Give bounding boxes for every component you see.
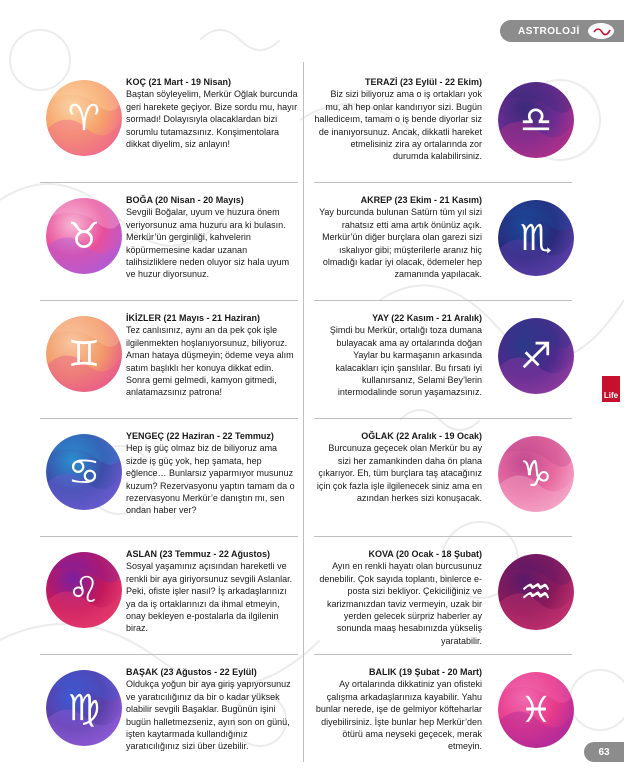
sign-body: Hep iş güç olmaz biz de biliyoruz ama sizde iş güç yok, hep şamata, hep eğlence… Bunlarsız yaparmıyor musunuz kuzum? Rezervasyonu yaptın tamam da o rezervasyonu Merkür’e danıştın mı, sen ondan haber ver? — [126, 443, 295, 516]
sign-title: TERAZİ (23 Eylül - 22 Ekim) — [364, 77, 482, 87]
sign-body: Baştan söyleyelim, Merkür Oğlak burcunda geri harekete geçiyor. Bize sordu mu, hayır sormadı! Dolayısıyla olacaklardan bizi sorumlu tutamazsınız. Konşimentolara dikkat diyelim, siz anlayın! — [126, 89, 298, 150]
sign-card-taurus — [0, 188, 300, 300]
sign-title: KOVA (20 Ocak - 18 Şubat) — [368, 549, 482, 559]
virgo-icon — [46, 670, 122, 746]
sign-text — [314, 194, 482, 281]
page-number: 63 — [584, 742, 624, 762]
gemini-icon — [46, 316, 122, 392]
center-divider — [303, 62, 304, 762]
row-divider — [314, 418, 572, 419]
svg-text:♉: ♉ — [67, 216, 101, 257]
capricorn-icon — [498, 436, 574, 512]
sign-text — [314, 666, 482, 753]
life-logo: Life — [602, 376, 620, 402]
sign-card-scorpio — [314, 188, 614, 300]
sign-body: Oldukça yoğun bir aya giriş yapıyorsunuz ve yaratıcılığınız da bir o kadar yüksek olabilir sevgili Başaklar. Bugünün işini bugün halletmezseniz, ayın son on günü, işten kaytarmada kullandığınız yaratıcılığınız sizi über üzebilir. — [126, 679, 291, 752]
sign-body: Tez canlısınız, aynı an da pek çok işle ilgilenmekten hoşlanıyorsunuz, biliyoruz. Aman hataya düşmeyin; ödeme veya alım satım başlıklı her konuya dikkat edin. Sonra gemi gelmedi, kamyon gitmedi, anlatamazsınız patrona! — [126, 325, 294, 398]
sign-card-aries — [0, 70, 300, 182]
leo-icon — [46, 552, 122, 628]
sign-body: Sevgili Boğalar, uyum ve huzura önem veriyorsunuz ama huzuru ara ki bulasın. Merkür’ün gerginliği, kahvelerin köpürmemesine kadar uzanan talihsizliklere neden oluyor siz hala uyum ve huzur diyorsunuz. — [126, 207, 290, 280]
sign-title: YENGEÇ (22 Haziran - 22 Temmuz) — [126, 431, 274, 441]
sign-body: Yay burcunda bulunan Satürn tüm yıl sizi rahatsız etti ama artık önünüz açık. Merkür’ün diğer burçlara olan garezi sizi ıskalıyor gibi; müşterilerle aranız hiç olmadığı kadar iyi olacak, ödemeler hep zamanında yapılacak. — [319, 207, 482, 280]
section-title: ASTROLOJİ — [518, 25, 580, 37]
row-divider — [40, 654, 298, 655]
sign-body: Biz sizi biliyoruz ama o iş ortakları yok mu, ah hep onlar kandırıyor sizi. Bugün hallediceım, tamam o iş bende diyorlar siz de inanıyorsunuz. Ancak, dikkatli hareket etmelisiniz zira ay ortalarında zor durumda kalabilirsiniz. — [314, 89, 482, 162]
sign-text — [314, 548, 482, 647]
row-divider — [40, 182, 298, 183]
sign-body: Ay ortalarında dikkatiniz yan ofisteki çalışma arkadaşlarınıza kayabilir. Yahu bunlar nerede, işe de gelmiyor köfteharlar diyebilirsiniz. İşte bunlar hep Merkür’den ötürü ama neyseki geçecek, merak etmeyin. — [315, 679, 482, 752]
svg-text:♐: ♐ — [519, 336, 553, 377]
svg-text:♈: ♈ — [67, 98, 101, 139]
sign-card-libra — [314, 70, 614, 182]
row-divider — [314, 300, 572, 301]
sign-title: İKİZLER (21 Mayıs - 21 Haziran) — [126, 313, 261, 323]
svg-text:♊: ♊ — [67, 334, 101, 375]
sign-title: BOĞA (20 Nisan - 20 Mayıs) — [126, 195, 244, 205]
sign-title: BALIK (19 Şubat - 20 Mart) — [368, 667, 482, 677]
pisces-icon — [498, 672, 574, 748]
svg-text:♌: ♌ — [67, 570, 101, 611]
sign-body: Burcunuza geçecek olan Merkür bu ay sizi her zamankinden daha ön plana çıkarıyor. Eh, tüm burçlara taş atacağınız için çok fazla işle ilgilenecek siniz ama en azından herkes sizi konuşacak. — [316, 443, 482, 504]
sign-title: KOÇ (21 Mart - 19 Nisan) — [126, 77, 232, 87]
sign-title: OĞLAK (22 Aralık - 19 Ocak) — [361, 431, 482, 441]
sign-card-sagittarius — [314, 306, 614, 418]
sign-card-aquarius — [314, 542, 614, 654]
sign-text — [126, 76, 298, 150]
aries-icon — [46, 80, 122, 156]
sign-title: YAY (22 Kasım - 21 Aralık) — [372, 313, 482, 323]
section-header-tab — [500, 20, 624, 42]
magazine-logo — [586, 22, 616, 40]
row-divider — [314, 182, 572, 183]
row-divider — [40, 418, 298, 419]
sign-card-cancer — [0, 424, 300, 536]
sign-body: Sosyal yaşamınız açısından hareketli ve renkli bir aya giriyorsunuz sevgili Aslanlar. Peki, ofiste işler nasıl? İş arkadaşlarınızı ya da iş ortaklarınızı da ihmal etmeyin, onay bekleyen e-postalarla da ilgilenin biraz. — [126, 561, 293, 634]
sign-text — [314, 430, 482, 504]
sign-text — [314, 76, 482, 163]
sign-text — [126, 194, 298, 281]
sign-card-pisces — [314, 660, 614, 772]
sign-text — [126, 548, 298, 635]
svg-text:♓: ♓ — [519, 690, 553, 731]
sagittarius-icon — [498, 318, 574, 394]
sign-text — [126, 312, 298, 399]
taurus-icon — [46, 198, 122, 274]
svg-text:♎: ♎ — [519, 100, 553, 141]
sign-text — [314, 312, 482, 399]
cancer-icon — [46, 434, 122, 510]
sign-card-leo — [0, 542, 300, 654]
row-divider — [40, 300, 298, 301]
svg-text:♍: ♍ — [67, 688, 101, 729]
sign-title: BAŞAK (23 Ağustos - 22 Eylül) — [126, 667, 257, 677]
scorpio-icon — [498, 200, 574, 276]
sign-text — [126, 430, 298, 517]
svg-text:♑: ♑ — [519, 454, 553, 495]
svg-text:♏: ♏ — [519, 218, 553, 259]
libra-icon — [498, 82, 574, 158]
svg-text:♒: ♒ — [519, 572, 553, 613]
row-divider — [40, 536, 298, 537]
sign-body: Şimdi bu Merkür, ortalığı toza dumana bulayacak ama ay ortalarında doğan Yaylar bu karmaşanın arkasında kalacakları için şanslılar. Bu fırsatı iyi kullanırsanız, Selami Bey’lerin intermodalinde sorun yaşamazsınız. — [329, 325, 482, 398]
row-divider — [314, 536, 572, 537]
row-divider — [314, 654, 572, 655]
svg-text:♋: ♋ — [67, 452, 101, 493]
sign-card-capricorn — [314, 424, 614, 536]
sign-card-gemini — [0, 306, 300, 418]
sign-title: AKREP (23 Ekim - 21 Kasım) — [360, 195, 482, 205]
sign-text — [126, 666, 298, 753]
sign-body: Ayın en renkli hayatı olan burcusunuz denebilir. Çok sayıda toplantı, binlerce e-posta sizi bekliyor. Çekiciliğiniz ve karizmanızdan taviz vermeyin, uzak bir yerden gelecek sürpriz haberler ay sonunda maaş hesabınızda yükseliş yaratabilir. — [319, 561, 482, 646]
sign-card-virgo — [0, 660, 300, 772]
aquarius-icon — [498, 554, 574, 630]
sign-title: ASLAN (23 Temmuz - 22 Ağustos) — [126, 549, 271, 559]
